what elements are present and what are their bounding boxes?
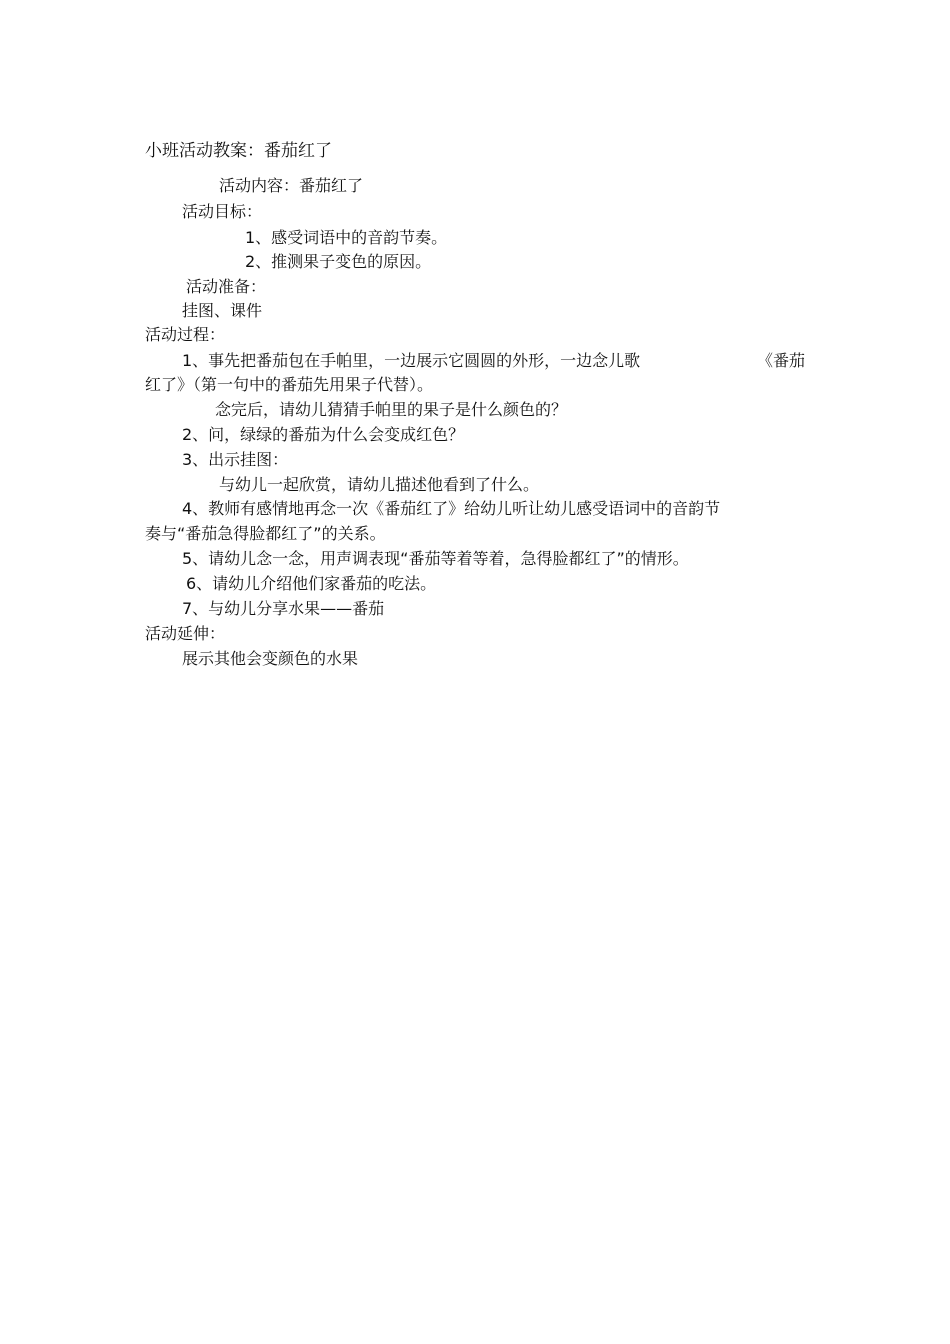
document-title: 小班活动教案：番茄红了	[145, 141, 332, 160]
goals-heading: 活动目标：	[182, 202, 263, 221]
extension-text: 展示其他会变颜色的水果	[182, 649, 359, 668]
step-6: 6、请幼儿介绍他们家番茄的吃法。	[186, 574, 437, 593]
goal-2: 2、推测果子变色的原因。	[245, 252, 432, 271]
step-1-line-d: 念完后，请幼儿猜猜手帕里的果子是什么颜色的？	[215, 400, 568, 419]
step-1-line-a: 1、事先把番茄包在手帕里，一边展示它圆圆的外形，一边念儿歌	[182, 351, 641, 370]
step-3-detail: 与幼儿一起欣赏，请幼儿描述他看到了什么。	[219, 475, 540, 494]
goal-1: 1、感受词语中的音韵节奏。	[245, 228, 448, 247]
step-4-line-a: 4、教师有感情地再念一次《番茄红了》给幼儿听让幼儿感受语词中的音韵节	[182, 499, 721, 518]
step-4-line-b: 奏与“番茄急得脸都红了”的关系。	[145, 524, 386, 543]
step-3: 3、出示挂图：	[182, 450, 289, 469]
prep-heading: 活动准备：	[186, 277, 267, 296]
process-heading: 活动过程：	[145, 325, 226, 344]
prep-text: 挂图、课件	[182, 301, 263, 320]
extension-heading: 活动延伸：	[145, 624, 226, 643]
step-2: 2、问，绿绿的番茄为什么会变成红色？	[182, 425, 465, 444]
step-5: 5、请幼儿念一念，用声调表现“番茄等着等着，急得脸都红了”的情形。	[182, 549, 689, 568]
step-1-line-c: 红了》（第一句中的番茄先用果子代替）。	[145, 375, 434, 394]
content-line: 活动内容：番茄红了	[219, 176, 364, 195]
step-1-line-b: 《番茄	[757, 351, 806, 370]
step-7: 7、与幼儿分享水果——番茄	[182, 599, 385, 618]
